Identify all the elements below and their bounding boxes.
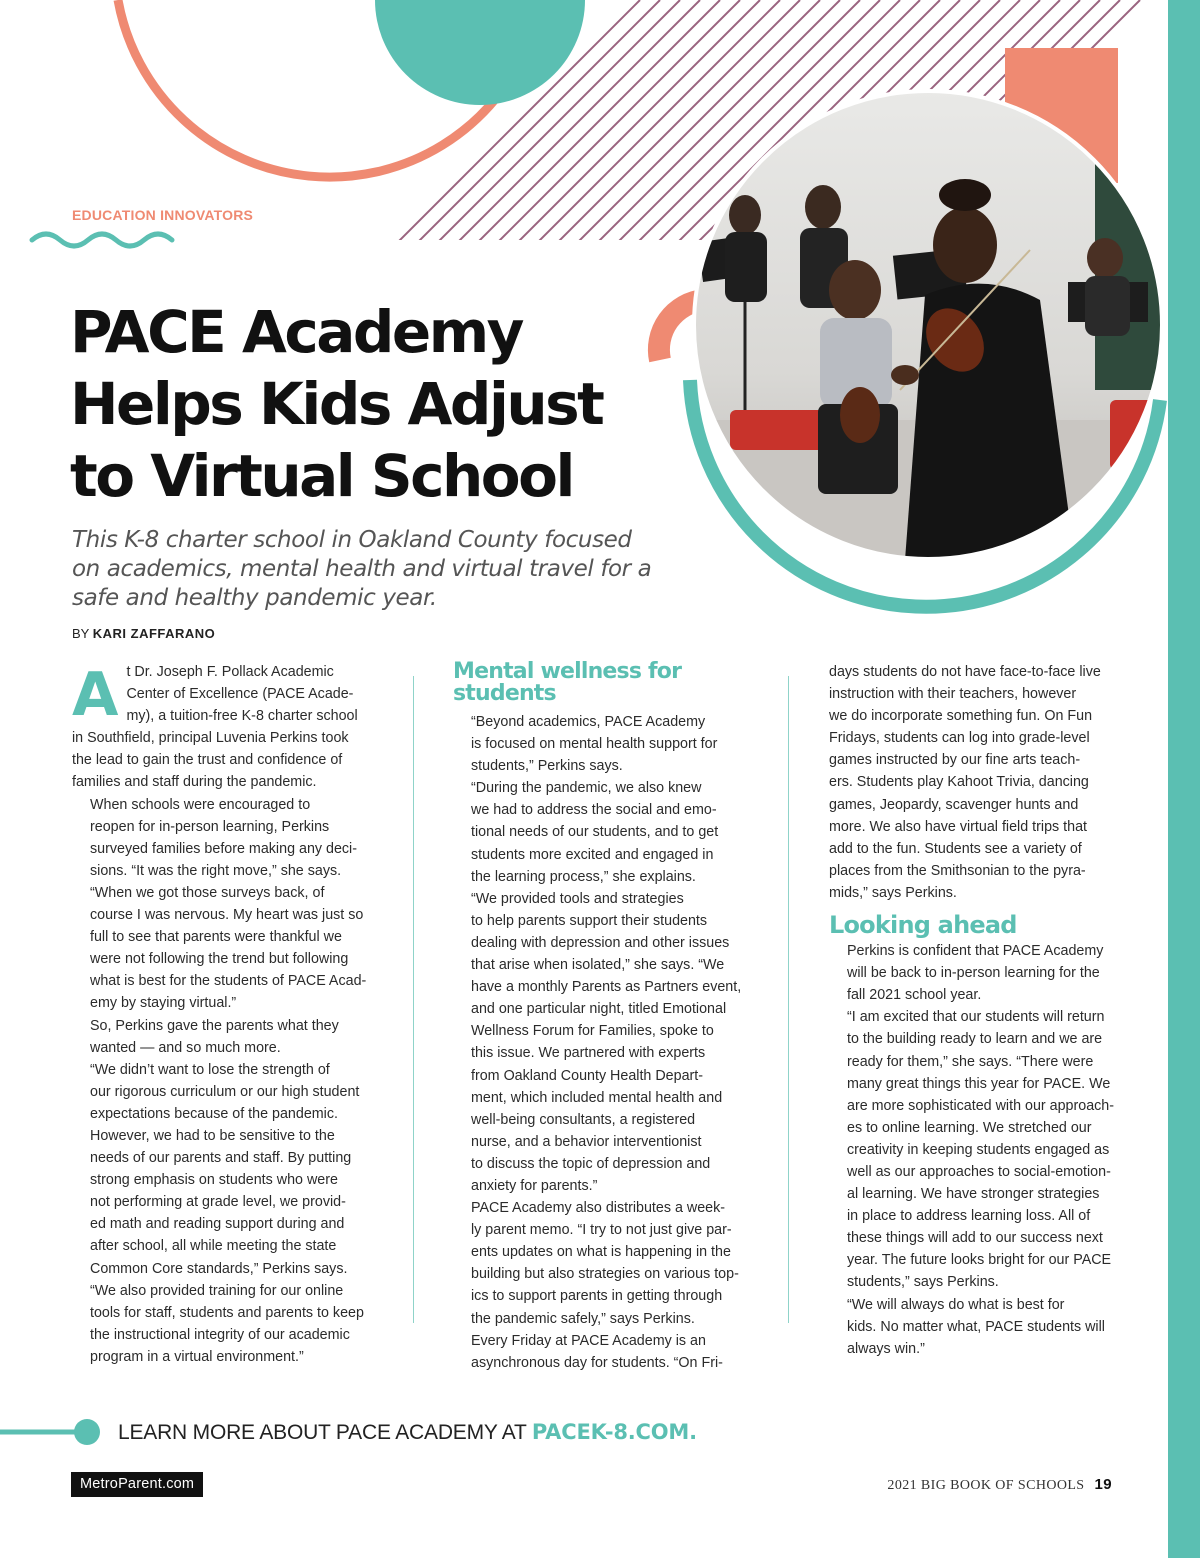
text-line: have a monthly Parents as Partners event, — [471, 979, 742, 996]
text-line: year. The future looks bright for our PACE — [847, 1252, 1112, 1269]
byline — [72, 626, 215, 641]
text-line: needs of our parents and staff. By putting — [90, 1150, 352, 1167]
text-line: Center of Excellence (PACE Acade- — [126, 686, 354, 703]
squiggle — [32, 234, 172, 246]
deck-line: This K-8 charter school in Oakland County focused — [72, 527, 632, 553]
side-band — [1168, 0, 1200, 1558]
text-line: our rigorous curriculum or our high student — [90, 1083, 360, 1100]
text-line: well as our approaches to social-emotion- — [847, 1163, 1111, 1180]
text-line: building but also strategies on various top- — [471, 1266, 739, 1283]
text-line: places from the Smithsonian to the pyra- — [829, 862, 1086, 879]
author-name: KARI ZAFFARANO — [92, 626, 216, 641]
paragraph — [453, 711, 758, 777]
text-line: ready for them,” she says. “There were — [847, 1053, 1094, 1070]
deck-line: on academics, mental health and virtual travel for a — [72, 556, 652, 582]
text-line: students,” says Perkins. — [847, 1274, 999, 1291]
text-line: tional needs of our students, and to get — [471, 824, 719, 841]
text-line: games instructed by our fine arts teach- — [829, 752, 1081, 769]
subhead-line: Mental wellness for — [453, 659, 682, 684]
text-line: dealing with depression and other issues — [471, 934, 730, 951]
text-line: course I was nervous. My heart was just so — [90, 907, 364, 924]
text-line: to the building ready to learn and we are — [847, 1031, 1103, 1048]
page-folio — [887, 1476, 1112, 1494]
text-line: anxiety for parents.” — [471, 1177, 598, 1194]
text-line: Perkins is confident that PACE Academy — [847, 943, 1104, 960]
text-line: program in a virtual environment.” — [90, 1348, 304, 1365]
column-rule — [788, 676, 789, 1323]
text-line: after school, all while meeting the state — [90, 1238, 337, 1255]
text-line: these things will add to our success next — [847, 1230, 1103, 1247]
text-line: ed math and reading support during and — [90, 1216, 345, 1233]
text-line: “I am excited that our students will return — [847, 1009, 1105, 1026]
text-line: we do incorporate something fun. On Fun — [829, 708, 1093, 725]
drop-cap: A — [72, 660, 119, 730]
paragraph — [72, 794, 377, 882]
byline-prefix: BY — [72, 626, 90, 641]
text-line: to help parents support their students — [471, 912, 708, 929]
text-line: always win.” — [847, 1340, 925, 1357]
text-line: es to online learning. We stretched our — [847, 1119, 1092, 1136]
text-line: were not following the trend but following — [90, 951, 349, 968]
text-line: ers. Students play Kahoot Trivia, dancing — [829, 774, 1089, 791]
text-line: games, Jeopardy, scavenger hunts and — [829, 796, 1079, 813]
subhead-looking-ahead: Looking ahead — [829, 911, 1017, 940]
paragraph — [453, 777, 758, 887]
text-line: When schools were encouraged to — [90, 796, 311, 813]
text-line: ment, which included mental health and — [471, 1089, 723, 1106]
text-line: from Oakland County Health Depart- — [471, 1067, 704, 1084]
paragraph — [72, 1015, 377, 1059]
text-line: “We provided tools and strategies — [471, 890, 684, 907]
text-line: many great things this year for PACE. We — [847, 1075, 1111, 1092]
cta-link[interactable]: PACEK-8.COM. — [531, 1420, 697, 1444]
text-line: t Dr. Joseph F. Pollack Academic — [126, 664, 334, 680]
paragraph — [453, 1197, 758, 1330]
text-line: this issue. We partnered with experts — [471, 1045, 706, 1062]
text-line: add to the fun. Students see a variety of — [829, 840, 1082, 857]
paragraph — [829, 661, 1134, 904]
text-line: strong emphasis on students who were — [90, 1172, 338, 1189]
text-line: in place to address learning loss. All of — [847, 1208, 1091, 1225]
text-line: tools for staff, students and parents to keep — [90, 1304, 364, 1321]
headline-line: to Virtual School — [70, 442, 573, 510]
headline-line: Helps Kids Adjust — [70, 370, 603, 438]
text-line: expectations because of the pandemic. — [90, 1105, 338, 1122]
call-to-action — [118, 1420, 697, 1445]
page-number: 19 — [1094, 1476, 1112, 1493]
section-kicker: EDUCATION INNOVATORS — [72, 207, 254, 223]
column-rule — [413, 676, 414, 1323]
text-line: students more excited and engaged in — [471, 846, 714, 863]
deck-line: safe and healthy pandemic year. — [72, 585, 437, 611]
text-line: wanted — and so much more. — [90, 1039, 281, 1056]
text-line: Common Core standards,” Perkins says. — [90, 1260, 348, 1277]
text-line: emy by staying virtual.” — [90, 995, 237, 1012]
text-line: families and staff during the pandemic. — [72, 774, 317, 791]
text-line: will be back to in-person learning for the — [847, 965, 1100, 982]
text-line: what is best for the students of PACE Acad- — [90, 973, 367, 990]
text-line: ents updates on what is happening in the — [471, 1244, 731, 1261]
text-line: al learning. We have stronger strategies — [847, 1186, 1100, 1203]
paragraph — [453, 1330, 758, 1374]
text-line: full to see that parents were thankful we — [90, 929, 342, 946]
text-line: So, Perkins gave the parents what they — [90, 1017, 339, 1034]
article-column-1 — [72, 661, 377, 1368]
text-line: the learning process,” she explains. — [471, 868, 696, 885]
text-line: is focused on mental health support for — [471, 736, 718, 753]
text-line: “When we got those surveys back, of — [90, 884, 325, 901]
headline — [70, 296, 670, 512]
paragraph — [72, 661, 377, 794]
text-line: we had to address the social and emo- — [471, 802, 717, 819]
text-line: ics to support parents in getting through — [471, 1288, 723, 1305]
text-line: reopen for in-person learning, Perkins — [90, 818, 330, 835]
text-line: the instructional integrity of our academic — [90, 1326, 350, 1343]
teal-blob — [375, 0, 585, 105]
text-line: “We also provided training for our online — [90, 1282, 344, 1299]
text-line: the pandemic safely,” says Perkins. — [471, 1310, 695, 1327]
cta-text: LEARN MORE ABOUT PACE ACADEMY AT — [118, 1421, 532, 1444]
text-line: more. We also have virtual field trips that — [829, 818, 1087, 835]
text-line: to discuss the topic of depression and — [471, 1155, 711, 1172]
text-line: Wellness Forum for Families, spoke to — [471, 1023, 714, 1040]
paragraph — [829, 1294, 1134, 1360]
text-line: PACE Academy also distributes a week- — [471, 1200, 726, 1217]
text-line: not performing at grade level, we provid- — [90, 1194, 346, 1211]
deck — [72, 526, 672, 613]
text-line: instruction with their teachers, however — [829, 686, 1077, 703]
text-line: are more sophisticated with our approach- — [847, 1097, 1115, 1114]
text-line: kids. No matter what, PACE students will — [847, 1318, 1105, 1335]
subhead-mental-wellness — [453, 661, 758, 705]
paragraph — [829, 940, 1134, 1006]
text-line: students,” Perkins says. — [471, 758, 623, 775]
site-badge[interactable]: MetroParent.com — [71, 1472, 203, 1497]
text-line: Fridays, students can log into grade-level — [829, 730, 1090, 747]
text-line: However, we had to be sensitive to the — [90, 1127, 335, 1144]
text-line: “Beyond academics, PACE Academy — [471, 714, 706, 730]
text-line: creativity in keeping students engaged as — [847, 1141, 1110, 1158]
article-column-3 — [829, 661, 1134, 1360]
text-line: ly parent memo. “I try to not just give par- — [471, 1222, 732, 1239]
text-line: asynchronous day for students. “On Fri- — [471, 1354, 723, 1371]
text-line: well-being consultants, a registered — [471, 1111, 696, 1128]
text-line: “During the pandemic, we also knew — [471, 780, 702, 797]
text-line: days students do not have face-to-face live — [829, 664, 1101, 680]
text-line: that arise when isolated,” she says. “We — [471, 957, 725, 974]
paragraph — [453, 888, 758, 1197]
text-line: and one particular night, titled Emotional — [471, 1001, 727, 1018]
footer-dot — [74, 1419, 100, 1445]
paragraph — [829, 1006, 1134, 1293]
text-line: the lead to gain the trust and confidence of — [72, 752, 343, 769]
text-line: mids,” says Perkins. — [829, 884, 957, 901]
paragraph — [72, 1059, 377, 1368]
paragraph — [72, 882, 377, 1015]
headline-line: PACE Academy — [70, 298, 522, 366]
article-column-2 — [453, 661, 758, 1374]
text-line: fall 2021 school year. — [847, 987, 982, 1004]
subhead-line: students — [453, 681, 556, 706]
publication-name: 2021 BIG BOOK OF SCHOOLS — [887, 1478, 1085, 1493]
text-line: sions. “It was the right move,” she says. — [90, 862, 342, 879]
text-line: “We will always do what is best for — [847, 1296, 1065, 1313]
text-line: “We didn’t want to lose the strength of — [90, 1061, 330, 1078]
text-line: nurse, and a behavior interventionist — [471, 1133, 702, 1150]
text-line: Every Friday at PACE Academy is an — [471, 1332, 706, 1349]
text-line: in Southfield, principal Luvenia Perkins took — [72, 730, 349, 747]
text-line: my), a tuition-free K-8 charter school — [126, 708, 358, 725]
text-line: surveyed families before making any deci- — [90, 840, 357, 857]
